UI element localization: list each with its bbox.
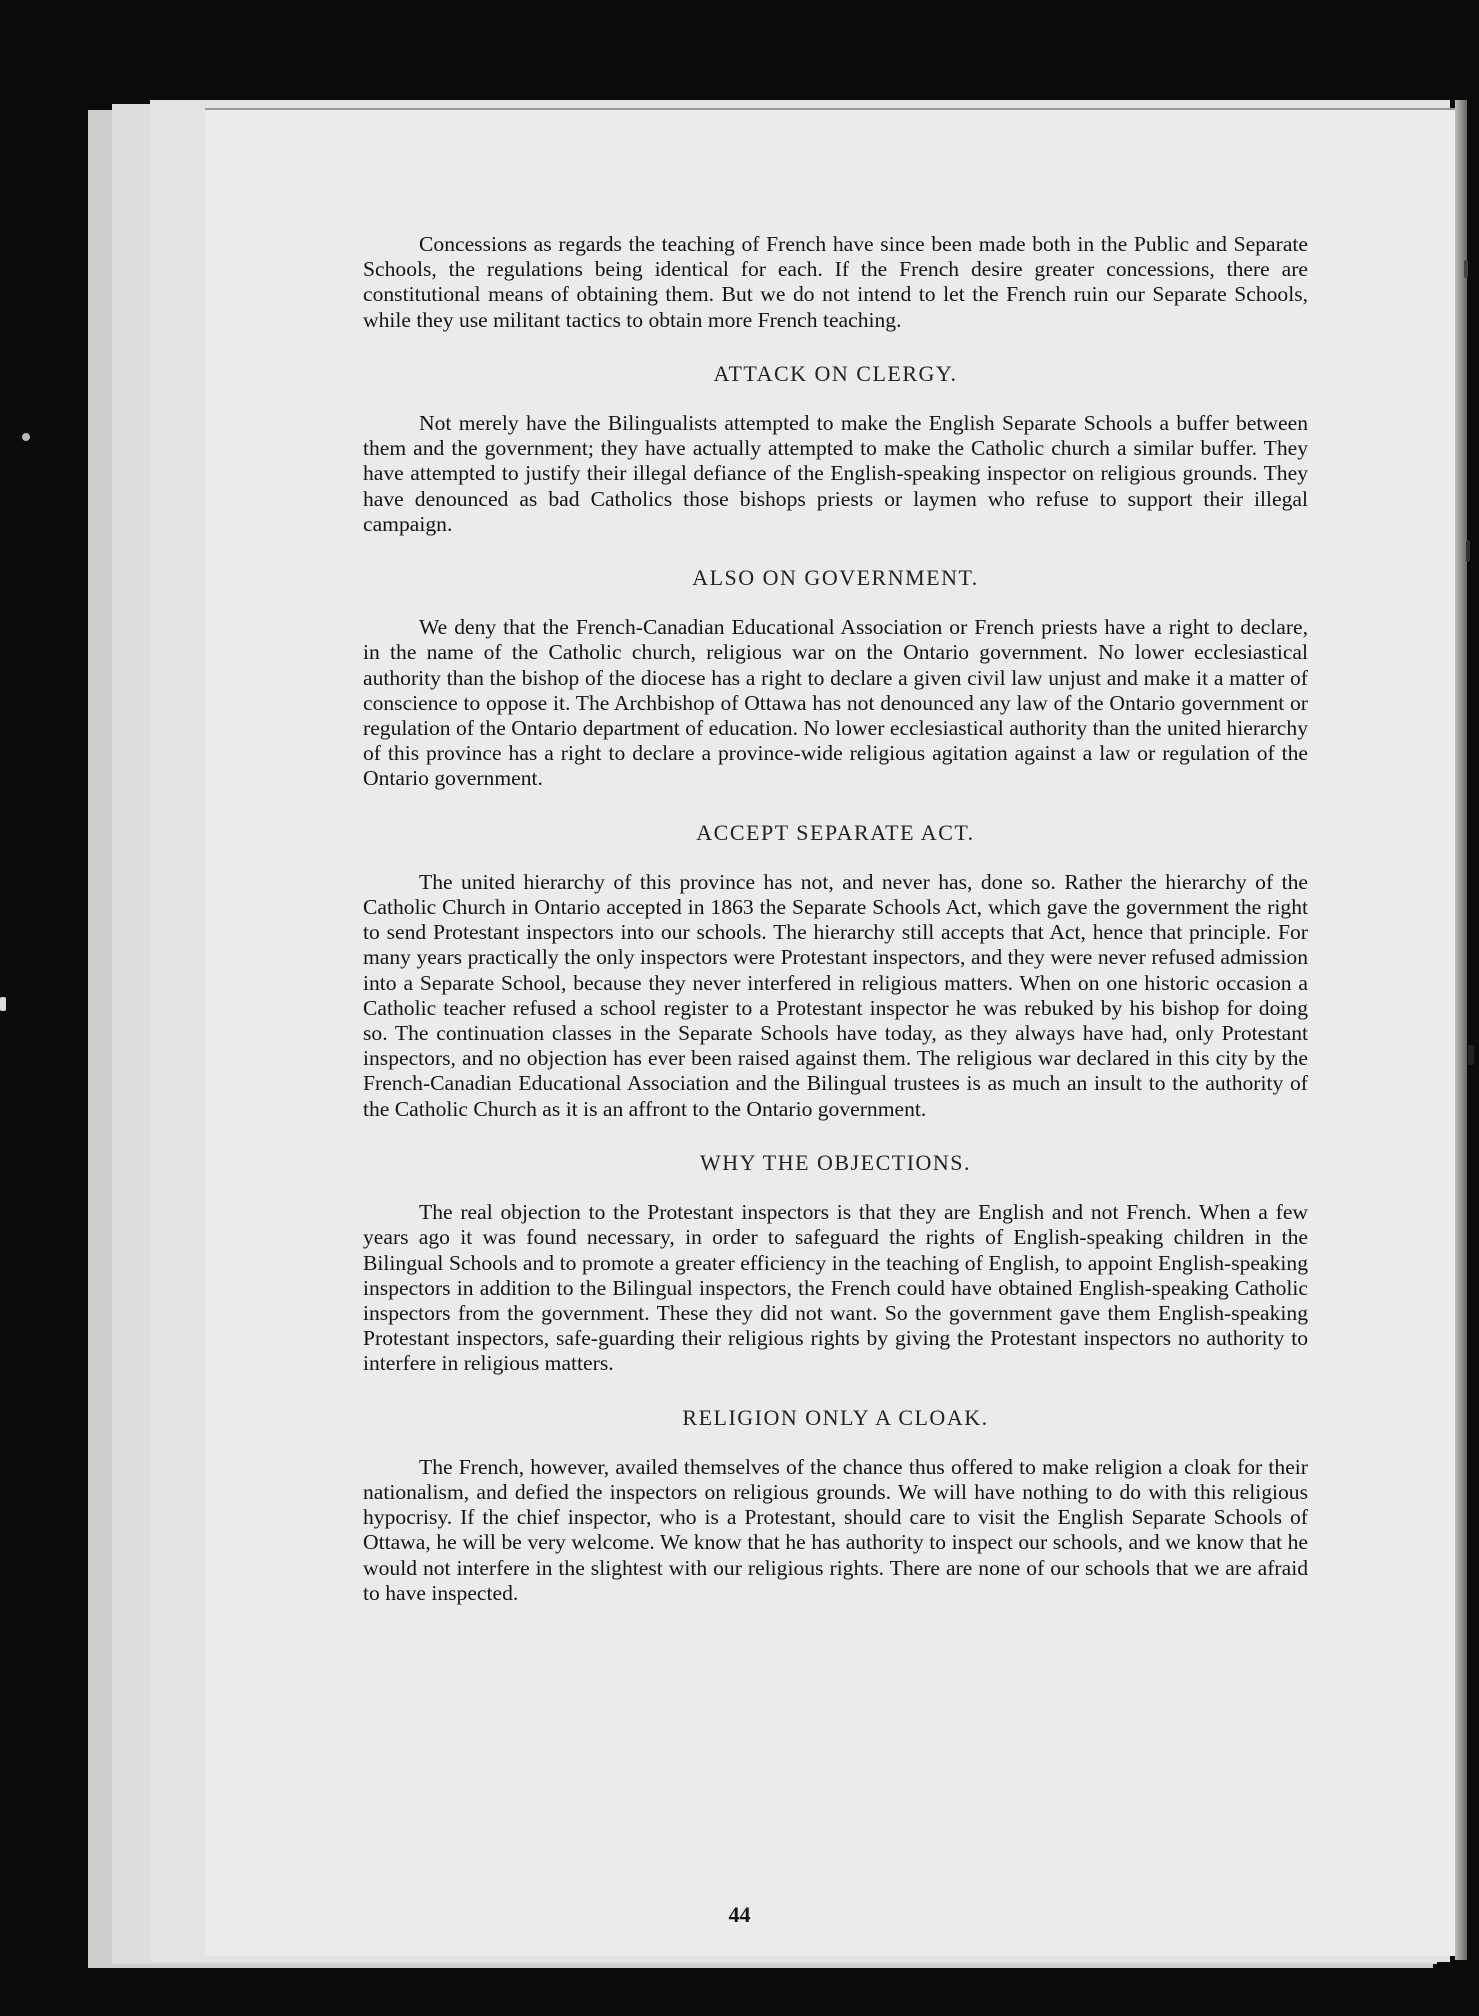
paragraph-intro: Concessions as regards the teaching of French have since been made both in the Public and Separate Schools, the regulations being identical for each. If the French desire greater concessions, there are constitutional means of obtaining them. But we do not intend to let the French ruin our Separate Schools, while they use militant tactics to obtain more French teaching. [363,232,1308,332]
scan-artifact [1464,260,1468,278]
scan-artifact [22,433,30,441]
paragraph-religion-only-a-cloak: The French, however, availed themselves of the chance thus offered to make religion a cloak for their nationalism, and defied the inspectors on religious grounds. We will have nothing to do with this religious hypocrisy. If the chief inspector, who is a Protestant, should care to visit the English Separate Schools of Ottawa, he will be very welcome. We know that he has authority to inspect our schools, and we know that he would not interfere in the slightest with our religious rights. There are none of our schools that we are afraid to have inspected. [363,1454,1308,1605]
section-heading: ALSO ON GOVERNMENT. [692,565,979,591]
page-edge-shadow [1455,100,1467,1960]
document-body [363,232,1308,1606]
scan-artifact [1468,1045,1474,1065]
section-heading: ACCEPT SEPARATE ACT. [696,819,975,845]
section-heading: ATTACK ON CLERGY. [713,360,958,386]
scan-artifact [0,997,6,1011]
section-heading: RELIGION ONLY A CLOAK. [682,1404,989,1430]
page-number: 44 [728,1902,751,1927]
paragraph-attack-on-clergy: Not merely have the Bilingualists attempted to make the English Separate Schools a buffer between them and the government; they have actually attempted to make the Catholic church a similar buffer. They have attempted to justify their illegal defiance of the English-speaking inspector on religious grounds. They have denounced as bad Catholics those bishops priests or laymen who refuse to support their illegal campaign. [363,411,1308,536]
paragraph-accept-separate-act: The united hierarchy of this province has not, and never has, done so. Rather the hierarchy of the Catholic Church in Ontario accepted in 1863 the Separate Schools Act, which gave the government the right to send Protestant inspectors into our schools. The hierarchy still accepts that Act, hence that principle. For many years practically the only inspectors were Protestant inspectors, and they were never refused admission into a Separate School, because they never interfered in religious matters. When on one historic occasion a Catholic teacher refused a school register to a Protestant inspector he was rebuked by his bishop for doing so. The continuation classes in the Separate Schools have today, as they always have had, only Protestant inspectors, and no objection has ever been raised against them. The religious war declared in this city by the French-Canadian Educational Association and the Bilingual trustees is as much an insult to the authority of the Catholic Church as it is an affront to the Ontario government. [363,869,1308,1121]
paragraph-also-on-government: We deny that the French-Canadian Educational Association or French priests have a right to declare, in the name of the Catholic church, religious war on the Ontario government. No lower ecclesiastical authority than the bishop of the diocese has a right to declare a given civil law unjust and make it a matter of conscience to oppose it. The Archbishop of Ottawa has not denounced any law of the Ontario government or regulation of the Ontario department of education. No lower ecclesiastical authority than the united hierarchy of this province has a right to declare a province-wide religious agitation against a law or regulation of the Ontario government. [363,615,1308,791]
section-heading: WHY THE OBJECTIONS. [699,1149,972,1175]
paragraph-why-the-objections: The real objection to the Protestant inspectors is that they are English and not French. When a few years ago it was found necessary, in order to safeguard the rights of English-speaking children in the Bilingual Schools and to promote a greater efficiency in the teaching of English, to appoint English-speaking inspectors in addition to the Bilingual inspectors, the French could have obtained English-speaking Catholic inspectors from the government. These they did not want. So the government gave them English-speaking Protestant inspectors, safe-guarding their religious rights by giving the Protestant inspectors no authority to interfere in religious matters. [363,1200,1308,1376]
scan-artifact [1466,540,1470,562]
